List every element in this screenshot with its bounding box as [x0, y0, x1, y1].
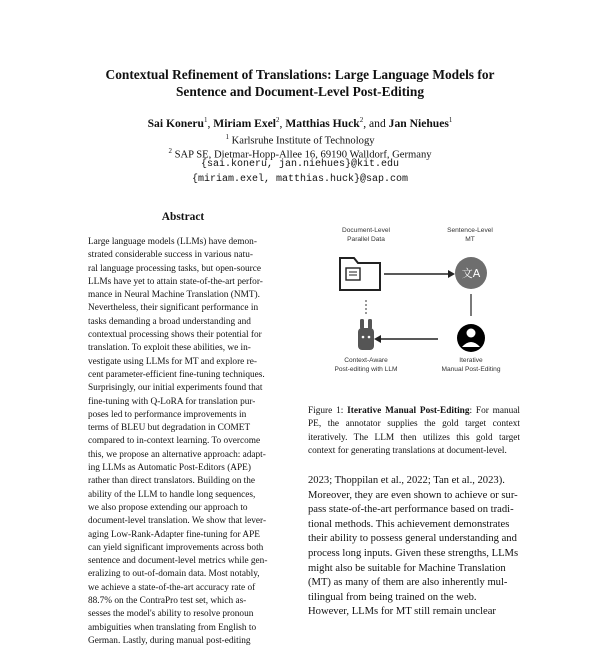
caption-label: Figure 1:: [308, 406, 348, 416]
figure-caption: [308, 405, 520, 458]
author-name: Matthias Huck: [285, 116, 360, 130]
right-column-body: 2023; Thoppilan et al., 2022; Tan et al., 2023). Moreover, they are even shown to achieve or sur- pass state-of-the-art performance based on tradi- tional methods. This achievement demonstrates their ability to possess general understanding and process long inputs. Given these strengths, LLMs might also be suitable for Machine Translation (MT) as many of them are also inherently mul- tilingual from being trained on the web. However, LLMs for MT still remain unclear: [308, 475, 519, 618]
affil-text: SAP SE, Dietmar-Hopp-Allee 16, 69190 Walldorf, Germany: [174, 149, 432, 161]
author-sep: ,: [279, 116, 286, 130]
email-sap: {miriam.exel, matthias.huck}@sap.com: [191, 174, 409, 185]
author-affil-mark: 2: [276, 116, 280, 124]
folder-icon: [340, 258, 380, 290]
paper-title: [40, 66, 560, 100]
abstract-heading: Abstract: [161, 211, 205, 223]
author-name: Jan Niehues: [388, 116, 449, 130]
title-line-1: Contextual Refinement of Translations: Large Language Models for: [105, 67, 495, 82]
author-sep: ,: [207, 116, 214, 130]
label-human-line1: Iterative: [459, 357, 483, 364]
title-line-2: Sentence and Document-Level Post-Editing: [175, 84, 425, 99]
author-sep: , and: [363, 116, 389, 130]
label-doc-line1: Document-Level: [341, 227, 391, 234]
affil-mark: 2: [168, 147, 172, 155]
label-mt-line2: MT: [465, 236, 475, 243]
caption-text: : For manual PE, the annotator supplies the gold target context iteratively. The LLM then utilizes this gold target context for generating translations at document-level.: [308, 406, 520, 456]
figure-diagram: [318, 220, 518, 380]
author-name: Miriam Exel: [213, 116, 277, 130]
email-kit: {sai.koneru, jan.niehues}@kit.edu: [200, 159, 400, 170]
author-name: Sai Koneru: [147, 116, 204, 130]
author-affil-mark: 1: [448, 116, 453, 124]
label-mt-line1: Sentence-Level: [447, 227, 493, 234]
label-llm-line2: Post-editing with LLM: [334, 366, 398, 373]
caption-title: Iterative Manual Post-Editing: [347, 406, 470, 416]
translate-icon: [455, 257, 487, 289]
author-affil-mark: 1: [203, 116, 208, 124]
author-list: [40, 113, 560, 131]
arrow-head-icon: [374, 335, 381, 343]
affil-text: Karlsruhe Institute of Technology: [231, 135, 375, 147]
user-icon: [457, 324, 485, 352]
llama-icon: [358, 319, 374, 350]
label-human-line2: Manual Post-Editing: [441, 366, 501, 373]
affil-mark: 1: [225, 133, 229, 141]
abstract-body: Large language models (LLMs) have demon- strated considerable success in various natu- ral language processing tasks, but open-source LLMs have yet to attain state-of-the-art perfor- mance in Neural Machine Translation (NMT). Nevertheless, their significant performance in tasks demanding a broad understanding and contextual processing shows their potential for translation. To exploit these abilities, we in- vestigate using LLMs for MT and explore re- cent parameter-efficient fine-tuning techniques. Surprisingly, our initial experiments found that fine-tuning with Q-LoRA for translation pur- poses led to performance improvements in terms of BLEU but degradation in COMET compared to in-context learning. To overcome this, we propose an alternative approach: adapt- ing LLMs as Automatic Post-Editors (APE) rather than direct translators. Building on the ability of the LLM to handle long sequences, we also propose extending our approach to document-level translation. We show that lever- aging Low-Rank-Adapter fine-tuning for APE can yield significant improvements across both sentence and document-level metrics while gen- eralizing to out-of-domain data. Most notably, we achieve a state-of-the-art accuracy rate of 88.7% on the ContraPro test set, which as- sesses the model's ability to resolve pronoun ambiguities when translating from English to German. Lastly, during manual post-editing: [88, 237, 268, 646]
label-llm-line1: Context-Aware: [344, 357, 388, 364]
label-doc-line2: Parallel Data: [347, 236, 385, 243]
arrow-head-icon: [448, 270, 455, 278]
mt-glyph: 文A: [461, 267, 481, 280]
author-affil-mark: 2: [359, 116, 364, 124]
